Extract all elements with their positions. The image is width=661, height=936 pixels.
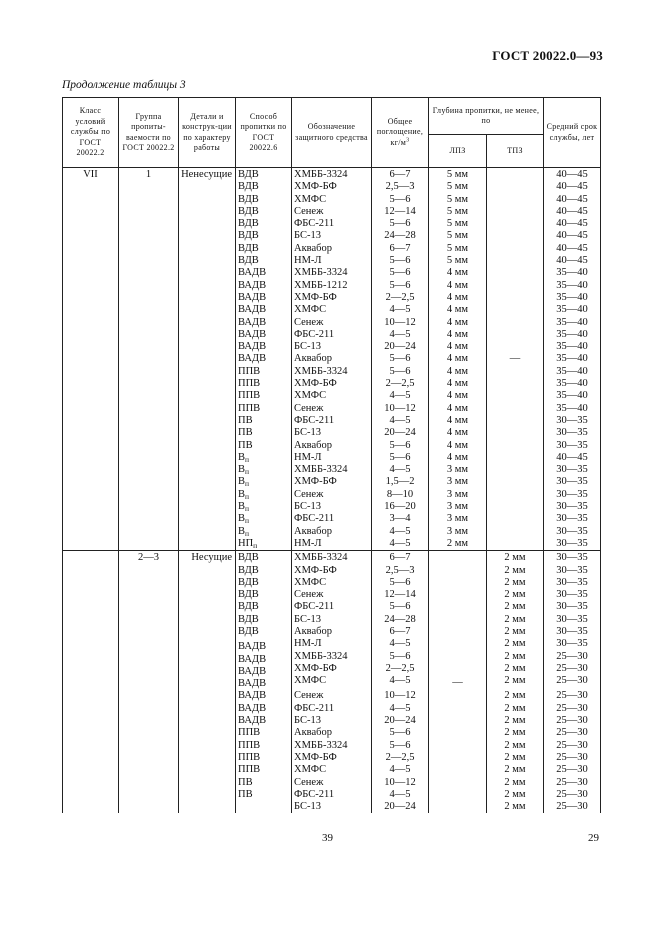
table-cell-line: 24—28 <box>384 230 416 242</box>
group-row-nonbearing <box>63 168 601 551</box>
group-row-bearing <box>63 551 601 814</box>
table-cell-line: ВАДВ <box>238 702 267 714</box>
header-method: Способ пропитки по ГОСТ 20022.6 <box>236 98 292 168</box>
table-cell-line: 30—35 <box>556 589 588 601</box>
table-cell-line: 2 мм <box>504 638 526 650</box>
table-cell-line: ФБС-211 <box>294 601 335 613</box>
table-cell-line: ХМФС <box>294 390 327 402</box>
table-cell-line: 40—45 <box>556 218 588 230</box>
table-cell-line: ППВ <box>238 402 261 414</box>
table-cell-line: 3 мм <box>446 488 469 500</box>
table-cell-line: 4—5 <box>389 764 411 776</box>
table-cell-line: 30—35 <box>556 414 588 426</box>
table-cell-line: 25—30 <box>556 727 588 739</box>
table-cell-line: НМ-Л <box>294 451 322 463</box>
table-cell-line: 2—2,5 <box>385 378 415 390</box>
table-cell-line: 30—35 <box>556 564 588 576</box>
table-cell-line: 2 мм <box>504 589 526 601</box>
table-cell-line: ХМФ-БФ <box>294 291 337 303</box>
table-cell-line: ФБС-211 <box>294 513 335 525</box>
table-cell-line: ХМФС <box>294 576 327 588</box>
table-cell-line: Сенеж <box>294 316 324 328</box>
table-cell-line: 40—45 <box>556 451 588 463</box>
table-cell-line: ВДВ <box>238 576 259 588</box>
table-cell-line: Сенеж <box>294 488 324 500</box>
table-cell-line: 4—5 <box>389 702 411 714</box>
header-lpz: ЛПЗ <box>429 135 487 168</box>
table-cell-line: 5—6 <box>389 727 411 739</box>
table-cell-line: 30—35 <box>556 525 588 537</box>
page-number-right: 29 <box>588 832 599 844</box>
group-cell: 1 <box>119 168 179 551</box>
table-cell-line: 4 мм <box>446 328 469 340</box>
table-cell-line: ХМББ-3324 <box>294 552 348 564</box>
table-cell-line: 2 мм <box>504 702 526 714</box>
table-cell-line: 4—5 <box>389 414 411 426</box>
table-cell-line: 2 мм <box>504 613 526 625</box>
table-cell-line: 30—35 <box>556 513 588 525</box>
table-cell-line: 2 мм <box>504 751 526 763</box>
table-cell-line: 40—45 <box>556 230 588 242</box>
table-cell-line: ПВ <box>238 776 253 788</box>
table-cell-line: 35—40 <box>556 365 588 377</box>
table-cell-line: НМ-Л <box>294 255 322 267</box>
table-cell-line: 5—6 <box>389 255 411 267</box>
table-cell-line: 10—12 <box>384 316 416 328</box>
table-cell-line: БС-13 <box>294 715 321 727</box>
table-cell-line: 5—6 <box>389 218 411 230</box>
table-cell-line: $В_п$ <box>238 476 250 489</box>
table-cell-line: 4 мм <box>446 402 469 414</box>
header-life: Средний срок службы, лет <box>544 98 601 168</box>
table-cell-line: ВАДВ <box>238 715 267 727</box>
table-cell-line: 4—5 <box>389 675 411 687</box>
table-cell-line: ВАДВ <box>238 304 267 316</box>
table-cell-line: ХМББ-3324 <box>294 267 348 279</box>
table-cell-line: 5 мм <box>446 218 469 230</box>
tpz-list <box>487 551 544 814</box>
table-cell-line: 2,5—3 <box>385 181 415 193</box>
table-cell-line: Аквабор <box>294 727 333 739</box>
table-cell-line: 30—35 <box>556 625 588 637</box>
table-cell-line: 3—4 <box>389 513 411 525</box>
table-cell-line: 2 мм <box>504 576 526 588</box>
table-cell-line: 4—5 <box>389 638 411 650</box>
table-cell-line: 2 мм <box>504 650 526 662</box>
table-continuation-caption: Продолжение таблицы 3 <box>62 79 186 91</box>
table-cell-line: 35—40 <box>556 279 588 291</box>
table-cell-line: ПВ <box>238 414 253 426</box>
table-cell-line: 6—7 <box>389 169 411 180</box>
table-cell-line: ХМФ-БФ <box>294 476 337 488</box>
table-cell-line: 5—6 <box>389 576 411 588</box>
table-cell-line: $В_п$ <box>238 525 250 538</box>
method-list <box>236 551 292 814</box>
table-cell-line: 30—35 <box>556 576 588 588</box>
table-cell-line: ФБС-211 <box>294 788 335 800</box>
table-cell-line: 5—6 <box>389 739 411 751</box>
table-cell-line: 30—35 <box>556 488 588 500</box>
table-cell-line: 25—30 <box>556 662 588 674</box>
table-cell-line: 12—14 <box>384 589 416 601</box>
details-cell: Ненесущие <box>179 168 236 551</box>
table-cell-line: 4 мм <box>446 341 469 353</box>
header-agent: Обозначение защитного средства <box>292 98 372 168</box>
table-cell-line: 4 мм <box>446 291 469 303</box>
table-cell-line: ВДВ <box>238 589 259 601</box>
table-cell-line: Аквабор <box>294 525 333 537</box>
table-cell-line: 2 мм <box>504 625 526 637</box>
table-cell-line: ХМФС <box>294 764 327 776</box>
table-cell-line: НМ-Л <box>294 638 322 650</box>
table-cell-line: 40—45 <box>556 255 588 267</box>
table-cell-line: 25—30 <box>556 801 588 813</box>
table-cell-line: 2 мм <box>504 552 526 564</box>
table-cell-line: 5—6 <box>389 353 411 365</box>
table-cell-line: $В_п$ <box>238 451 250 464</box>
table-cell-line: 4—5 <box>389 464 411 476</box>
table-cell-line: 40—45 <box>556 181 588 193</box>
table-cell-line: Сенеж <box>294 690 324 702</box>
table-cell-line: 5—6 <box>389 650 411 662</box>
table-cell-line: 35—40 <box>556 304 588 316</box>
table-cell-line: 6—7 <box>389 625 411 637</box>
table-cell-line: ВДВ <box>238 181 259 193</box>
table-cell-line: 4 мм <box>446 378 469 390</box>
standard-number: ГОСТ 20022.0—93 <box>492 48 603 63</box>
table-cell-line: 6—7 <box>389 242 411 254</box>
table-cell-line: 5 мм <box>446 242 469 254</box>
table-cell-line: 2—2,5 <box>385 751 415 763</box>
table-cell-line: ВАДВ <box>238 316 267 328</box>
table-cell-line: 2 мм <box>504 564 526 576</box>
table-cell-line: 2 мм <box>504 776 526 788</box>
table-cell-line: ХМФС <box>294 675 327 687</box>
table-cell-line: БС-13 <box>294 501 321 513</box>
table-cell-line: 35—40 <box>556 341 588 353</box>
table-cell-line: 35—40 <box>556 291 588 303</box>
table-cell-line: 2,5—3 <box>385 564 415 576</box>
table-cell-line: 3 мм <box>446 525 469 537</box>
header-depth: Глубина пропитки, не менее, по <box>429 98 544 135</box>
table-cell-line: 30—35 <box>556 476 588 488</box>
table-cell-line: 3 мм <box>446 476 469 488</box>
table-cell-line: 4 мм <box>446 451 469 463</box>
method-list <box>236 168 292 551</box>
table-cell-line: Сенеж <box>294 589 324 601</box>
table-cell-line: 20—24 <box>384 801 416 813</box>
table-cell-line: ХМФ-БФ <box>294 564 337 576</box>
table-cell-line: 3 мм <box>446 464 469 476</box>
table-cell-line: $В_п$ <box>238 501 250 514</box>
table-cell-line: ВАДВ <box>238 291 267 303</box>
class-cell: VII <box>63 168 119 551</box>
table-cell-line: 30—35 <box>556 537 588 549</box>
table-cell-line: ВАДВ <box>238 665 267 677</box>
table-cell-line: 5—6 <box>389 601 411 613</box>
table-cell-line: 30—35 <box>556 439 588 451</box>
table-cell-line: ФБС-211 <box>294 328 335 340</box>
table-cell-line: ППВ <box>238 764 261 776</box>
table-cell-line: 35—40 <box>556 378 588 390</box>
table-cell-line: 2—2,5 <box>385 291 415 303</box>
header-class: Класс условий службы по ГОСТ 20022.2 <box>63 98 119 168</box>
table-cell-line: 30—35 <box>556 464 588 476</box>
table-cell-line: Сенеж <box>294 205 324 217</box>
lpz-list <box>429 168 487 551</box>
page-number-center: 39 <box>322 832 333 844</box>
table-cell-line: ВАДВ <box>238 353 267 365</box>
table-cell-line: 24—28 <box>384 613 416 625</box>
table-cell-line: 4 мм <box>446 414 469 426</box>
table-cell-line: Аквабор <box>294 353 333 365</box>
table-cell-line: 2 мм <box>504 715 526 727</box>
table-cell-line: $НП_п$ <box>238 537 258 550</box>
table-cell-line: БС-13 <box>294 427 321 439</box>
table-cell-line: 25—30 <box>556 788 588 800</box>
table-cell-line: ВАДВ <box>238 279 267 291</box>
table-cell-line: 2 мм <box>504 601 526 613</box>
table-cell-line: 35—40 <box>556 390 588 402</box>
table-cell-line: НМ-Л <box>294 537 322 549</box>
table-cell-line: 4—5 <box>389 390 411 402</box>
table-cell-line: 35—40 <box>556 402 588 414</box>
table-cell-line: ППВ <box>238 751 261 763</box>
table-cell-line: 25—30 <box>556 751 588 763</box>
table-cell-line: 2 мм <box>504 764 526 776</box>
table-cell-line: 40—45 <box>556 205 588 217</box>
table-cell-line: 12—14 <box>384 205 416 217</box>
table-cell-line: ПВ <box>238 788 253 800</box>
table-cell-line: ХМФ-БФ <box>294 378 337 390</box>
table-cell-line: ХМББ-3324 <box>294 650 348 662</box>
table-cell-line: 5—6 <box>389 267 411 279</box>
table-cell-line: ВАДВ <box>238 267 267 279</box>
table-cell-line: Сенеж <box>294 776 324 788</box>
table-cell-line: 4—5 <box>389 304 411 316</box>
table-cell-line: 16—20 <box>384 501 416 513</box>
table-cell-line: 4—5 <box>389 788 411 800</box>
table-cell-line: ВДВ <box>238 552 259 564</box>
details-cell: Несущие <box>179 551 236 814</box>
table-cell-line: 5 мм <box>446 230 469 242</box>
table-cell-line: 20—24 <box>384 715 416 727</box>
table-cell-line: ХМББ-3324 <box>294 739 348 751</box>
table-cell-line: 5—6 <box>389 451 411 463</box>
life-list <box>544 551 601 814</box>
table-cell-line: ХМФ-БФ <box>294 751 337 763</box>
table-cell-line: 25—30 <box>556 776 588 788</box>
table-cell-line: ХМББ-3324 <box>294 365 348 377</box>
table-cell-line: ВДВ <box>238 242 259 254</box>
table-cell-line: ППВ <box>238 365 261 377</box>
table-cell-line: 30—35 <box>556 638 588 650</box>
table-cell-line: 4 мм <box>446 365 469 377</box>
table-cell-line: ХМББ-3324 <box>294 464 348 476</box>
table-cell-line: 4—5 <box>389 537 411 549</box>
table-cell-line: 4—5 <box>389 525 411 537</box>
table-cell-line: 35—40 <box>556 353 588 365</box>
table-cell-line: ВДВ <box>238 205 259 217</box>
table-cell-line: 25—30 <box>556 675 588 687</box>
life-list <box>544 168 601 551</box>
table-cell-line: 35—40 <box>556 328 588 340</box>
table-cell-line: 30—35 <box>556 601 588 613</box>
table-cell-line: 25—30 <box>556 690 588 702</box>
table-cell-line: 4 мм <box>446 304 469 316</box>
table-cell-line: 25—30 <box>556 764 588 776</box>
table-cell-line: ВДВ <box>238 255 259 267</box>
table-cell-line: 4—5 <box>389 328 411 340</box>
table-cell-line: БС-13 <box>294 801 321 813</box>
class-cell-empty <box>63 551 119 814</box>
table-cell-line: ППВ <box>238 727 261 739</box>
table-cell-line: ППВ <box>238 390 261 402</box>
table-cell-line: ВДВ <box>238 601 259 613</box>
group-cell: 2—3 <box>119 551 179 814</box>
table-cell-line: 2 мм <box>504 675 526 687</box>
impregnation-table <box>62 97 601 813</box>
table-cell-line: ППВ <box>238 739 261 751</box>
table-cell-line: ХМББ-3324 <box>294 169 348 180</box>
header-group: Группа пропиты-ваемости по ГОСТ 20022.2 <box>119 98 179 168</box>
table-cell-line: 4 мм <box>446 279 469 291</box>
table-cell-line: ФБС-211 <box>294 218 335 230</box>
table-cell-line: 5—6 <box>389 439 411 451</box>
table-cell-line: Сенеж <box>294 402 324 414</box>
table-cell-line: ВДВ <box>238 169 259 180</box>
table-cell-line: ВДВ <box>238 625 259 637</box>
absorption-list <box>372 551 429 814</box>
table-cell-line: 5 мм <box>446 205 469 217</box>
table-cell-line: 30—35 <box>556 427 588 439</box>
table-cell-line: 5—6 <box>389 193 411 205</box>
table-cell-line: ВАДВ <box>238 641 267 653</box>
table-cell-line: ВАДВ <box>238 678 267 690</box>
table-cell-line: 25—30 <box>556 715 588 727</box>
table-cell-line: ПВ <box>238 427 253 439</box>
table-cell-line: БС-13 <box>294 613 321 625</box>
table-cell-line: Аквабор <box>294 439 333 451</box>
table-cell-line: Аквабор <box>294 242 333 254</box>
table-cell-line: 2 мм <box>446 537 469 549</box>
table-cell-line: ФБС-211 <box>294 414 335 426</box>
table-cell-line: ВАДВ <box>238 341 267 353</box>
table-cell-line: 30—35 <box>556 501 588 513</box>
table-cell-line: ВАДВ <box>238 328 267 340</box>
table-cell-line: 4 мм <box>446 353 469 365</box>
table-cell-line: Аквабор <box>294 625 333 637</box>
table-cell-line: 25—30 <box>556 650 588 662</box>
agent-list <box>292 168 372 551</box>
table-cell-line: $В_п$ <box>238 464 250 477</box>
table-cell-line: БС-13 <box>294 341 321 353</box>
table-cell-line: 5 мм <box>446 181 469 193</box>
table-cell-line: ХМФС <box>294 193 327 205</box>
table-cell-line: 10—12 <box>384 690 416 702</box>
table-cell-line: 2 мм <box>504 690 526 702</box>
table-cell-line: 4 мм <box>446 390 469 402</box>
table-cell-line: ХМФ-БФ <box>294 662 337 674</box>
table-cell-line: 35—40 <box>556 316 588 328</box>
table-cell-line: 3 мм <box>446 513 469 525</box>
table-cell-line: 25—30 <box>556 702 588 714</box>
table-cell-line: 4 мм <box>446 439 469 451</box>
tpz-dash: — <box>487 168 544 551</box>
table-cell-line: 35—40 <box>556 267 588 279</box>
table-cell-line: 4 мм <box>446 427 469 439</box>
agent-list <box>292 551 372 814</box>
table-cell-line: БС-13 <box>294 230 321 242</box>
table-cell-line: ПВ <box>238 439 253 451</box>
table-cell-line: ППВ <box>238 378 261 390</box>
table-cell-line: 6—7 <box>389 552 411 564</box>
table-cell-line: ХМФ-БФ <box>294 181 337 193</box>
table-cell-line: 2 мм <box>504 801 526 813</box>
table-cell-line: 40—45 <box>556 242 588 254</box>
table-cell-line: 5 мм <box>446 193 469 205</box>
table-cell-line: ХМББ-1212 <box>294 279 348 291</box>
table-cell-line: 8—10 <box>386 488 414 500</box>
table-cell-line: ВАДВ <box>238 690 267 702</box>
table-cell-line: ХМФС <box>294 304 327 316</box>
table-cell-line: ФБС-211 <box>294 702 335 714</box>
header-tpz: ТПЗ <box>487 135 544 168</box>
table-cell-line: ВДВ <box>238 193 259 205</box>
table-cell-line: ВДВ <box>238 613 259 625</box>
absorption-list <box>372 168 429 551</box>
table-cell-line: $В_п$ <box>238 488 250 501</box>
table-cell-line: 4 мм <box>446 267 469 279</box>
table-cell-line: 3 мм <box>446 501 469 513</box>
table-cell-line: 20—24 <box>384 341 416 353</box>
table-cell-line: 10—12 <box>384 402 416 414</box>
lpz-dash: — <box>429 551 487 814</box>
table-cell-line: 2—2,5 <box>385 662 415 674</box>
header-details: Детали и конструк-ции по характеру работы <box>179 98 236 168</box>
table-cell-line: 30—35 <box>556 613 588 625</box>
table-cell-line: ВДВ <box>238 564 259 576</box>
table-cell-line: 2 мм <box>504 662 526 674</box>
table-cell-line: 2 мм <box>504 788 526 800</box>
table-cell-line: $В_п$ <box>238 513 250 526</box>
table-cell-line: 40—45 <box>556 169 588 180</box>
table-cell-line: 1,5—2 <box>385 476 415 488</box>
header-absorption: Общее поглощение, $кг/м^3$ <box>372 98 429 168</box>
table-cell-line: 40—45 <box>556 193 588 205</box>
table-cell-line: 5 мм <box>446 255 469 267</box>
table-cell-line: 2 мм <box>504 739 526 751</box>
table-cell-line: 30—35 <box>556 552 588 564</box>
table-cell-line: ВДВ <box>238 230 259 242</box>
table-cell-line: 5 мм <box>446 169 469 180</box>
table-cell-line: 5—6 <box>389 279 411 291</box>
table-cell-line: 2 мм <box>504 727 526 739</box>
table-cell-line: 20—24 <box>384 427 416 439</box>
table-cell-line: ВДВ <box>238 218 259 230</box>
table-cell-line: 5—6 <box>389 365 411 377</box>
table-cell-line: 4 мм <box>446 316 469 328</box>
table-cell-line: ВАДВ <box>238 653 267 665</box>
table-cell-line: 25—30 <box>556 739 588 751</box>
table-cell-line: 10—12 <box>384 776 416 788</box>
